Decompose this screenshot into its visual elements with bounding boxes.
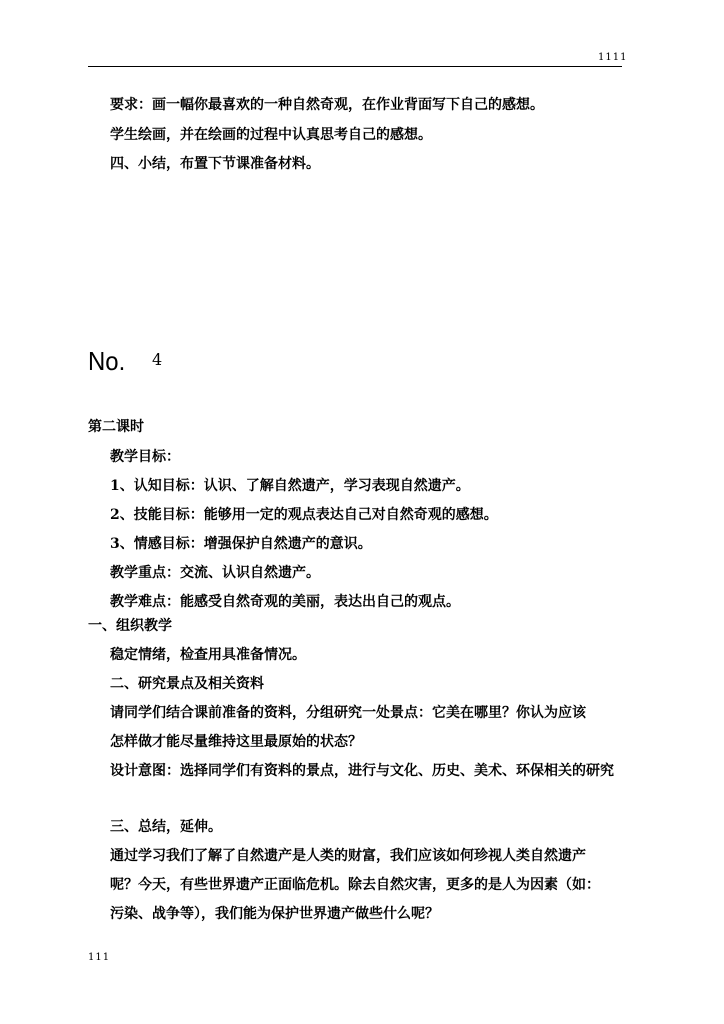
section-3-title: 三、总结，延伸。 — [110, 819, 222, 835]
section-2-body-line-1: 请同学们结合课前准备的资料，分组研究一处景点：它美在哪里？你认为应该 — [110, 705, 586, 721]
key-point: 教学重点：交流、认识自然遗产。 — [110, 565, 320, 581]
footer-page-marker: 111 — [88, 952, 111, 963]
header-page-marker: 1111 — [598, 52, 628, 63]
section-3-line-3: 污染、战争等），我们能为保护世界遗产做些什么呢？ — [110, 906, 439, 922]
requirement-text: 要求：画一幅你最喜欢的一种自然奇观，在作业背面写下自己的感想。 — [110, 97, 544, 113]
section-2-body-line-2: 怎样做才能尽量维持这里最原始的状态？ — [110, 734, 362, 750]
lesson-period: 第二课时 — [88, 419, 144, 435]
section-3-line-2: 呢？今天，有些世界遗产正面临危机。除去自然灾害，更多的是人为因素（如： — [110, 877, 600, 893]
section-1-body: 稳定情绪，检查用具准备情况。 — [110, 647, 306, 663]
section-2-title: 二、研究景点及相关资料 — [110, 676, 264, 692]
objective-2: 2、技能目标：能够用一定的观点表达自己对自然奇观的感想。 — [110, 507, 498, 523]
lesson-number-label: No. — [88, 346, 126, 376]
difficulty: 教学难点：能感受自然奇观的美丽，表达出自己的观点。 — [110, 594, 460, 610]
summary-text: 四、小结，布置下节课准备材料。 — [110, 156, 320, 172]
objectives-heading: 教学目标： — [110, 449, 180, 465]
objective-3: 3、情感目标：增强保护自然遗产的意识。 — [110, 536, 372, 552]
section-3-line-1: 通过学习我们了解了自然遗产是人类的财富，我们应该如何珍视人类自然遗产 — [110, 848, 586, 864]
section-1-title: 一、组织教学 — [88, 618, 172, 634]
lesson-number-value: 4 — [152, 350, 163, 369]
header-divider — [88, 66, 622, 67]
student-activity-text: 学生绘画，并在绘画的过程中认真思考自己的感想。 — [110, 127, 432, 143]
objective-1: 1、认知目标：认识、了解自然遗产，学习表现自然遗产。 — [110, 478, 470, 494]
design-intent: 设计意图：选择同学们有资料的景点，进行与文化、历史、美术、环保相关的研究 — [110, 763, 614, 779]
